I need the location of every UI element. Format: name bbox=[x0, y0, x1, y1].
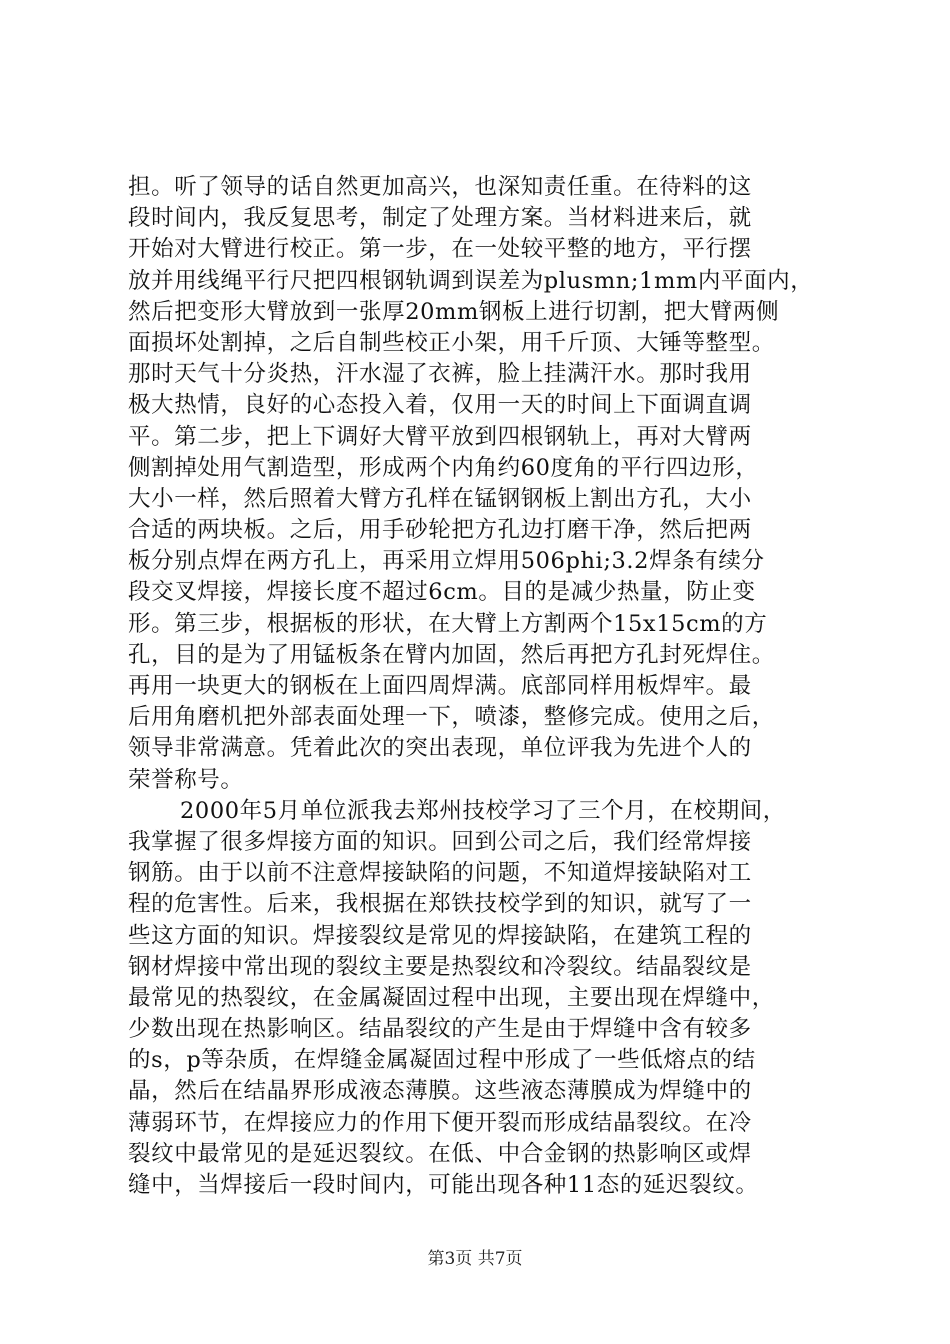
text-line: 的s，p等杂质，在焊缝金属凝固过程中形成了一些低熔点的结 bbox=[128, 1047, 756, 1074]
text-line: 领导非常满意。凭着此次的突出表现，单位评我为先进个人的 bbox=[128, 735, 752, 762]
text-line: 担。听了领导的话自然更加高兴，也深知责任重。在待料的这 bbox=[128, 174, 752, 200]
text-line: 面损坏处割掉，之后自制些校正小架，用千斤顶、大锤等整型。 bbox=[128, 329, 775, 356]
text-line: 最常见的热裂纹，在金属凝固过程中出现，主要出现在焊缝中， bbox=[128, 984, 775, 1011]
text-line: 晶，然后在结晶界形成液态薄膜。这些液态薄膜成为焊缝中的 bbox=[128, 1078, 752, 1105]
text-line: 放并用线绳平行尺把四根钢轨调到误差为plusmn;1mm内平面内， bbox=[128, 267, 814, 294]
text-line: 再用一块更大的钢板在上面四周焊满。底部同样用板焊牢。最 bbox=[128, 673, 752, 699]
page-footer: 第3页 共7页 bbox=[427, 1249, 523, 1269]
text-line: 板分别点焊在两方孔上，再采用立焊用506phi;3.2焊条有续分 bbox=[128, 548, 765, 575]
text-line: 开始对大臂进行校正。第一步，在一处较平整的地方，平行摆 bbox=[128, 236, 752, 263]
text-line: 缝中，当焊接后一段时间内，可能出现各种11态的延迟裂纹。 bbox=[128, 1172, 759, 1198]
text-line: 形。第三步，根据板的形状，在大臂上方割两个15x15cm的方 bbox=[128, 610, 768, 637]
text-line: 段交叉焊接，焊接长度不超过6cm。目的是减少热量，防止变 bbox=[128, 579, 756, 606]
body-text bbox=[128, 172, 828, 1201]
text-line: 大小一样，然后照着大臂方孔样在锰钢钢板上割出方孔，大小 bbox=[128, 485, 752, 512]
text-line: 裂纹中最常见的是延迟裂纹。在低、中合金钢的热影响区或焊 bbox=[128, 1140, 752, 1167]
text-line: 我掌握了很多焊接方面的知识。回到公司之后，我们经常焊接 bbox=[128, 828, 752, 855]
text-line: 侧割掉处用气割造型，形成两个内角约60度角的平行四边形， bbox=[128, 454, 759, 481]
text-line: 钢材焊接中常出现的裂纹主要是热裂纹和冷裂纹。结晶裂纹是 bbox=[128, 953, 752, 980]
text-line: 程的危害性。后来，我根据在郑铁技校学到的知识，就写了一 bbox=[128, 891, 752, 918]
text-line: 段时间内，我反复思考，制定了处理方案。当材料进来后，就 bbox=[128, 205, 752, 232]
text-line: 荣誉称号。 bbox=[128, 766, 244, 793]
text-line: 薄弱环节，在焊接应力的作用下便开裂而形成结晶裂纹。在冷 bbox=[128, 1109, 752, 1136]
text-line: 那时天气十分炎热，汗水湿了衣裤，脸上挂满汗水。那时我用 bbox=[128, 361, 752, 388]
text-line: 然后把变形大臂放到一张厚20mm钢板上进行切割，把大臂两侧 bbox=[128, 298, 780, 325]
text-line: 极大热情，良好的心态投入着，仅用一天的时间上下面调直调 bbox=[128, 392, 752, 419]
text-line: 些这方面的知识。焊接裂纹是常见的焊接缺陷，在建筑工程的 bbox=[128, 922, 752, 949]
text-line: 2000年5月单位派我去郑州技校学习了三个月，在校期间， bbox=[180, 797, 786, 824]
text-line: 后用角磨机把外部表面处理一下，喷漆，整修完成。使用之后， bbox=[128, 704, 775, 731]
text-line: 孔，目的是为了用锰板条在臂内加固，然后再把方孔封死焊住。 bbox=[128, 641, 775, 668]
text-line: 平。第二步，把上下调好大臂平放到四根钢轨上，再对大臂两 bbox=[128, 423, 752, 450]
text-line: 少数出现在热影响区。结晶裂纹的产生是由于焊缝中含有较多 bbox=[128, 1016, 752, 1043]
text-line: 合适的两块板。之后，用手砂轮把方孔边打磨干净，然后把两 bbox=[128, 517, 752, 544]
text-line: 钢筋。由于以前不注意焊接缺陷的问题，不知道焊接缺陷对工 bbox=[128, 860, 752, 887]
